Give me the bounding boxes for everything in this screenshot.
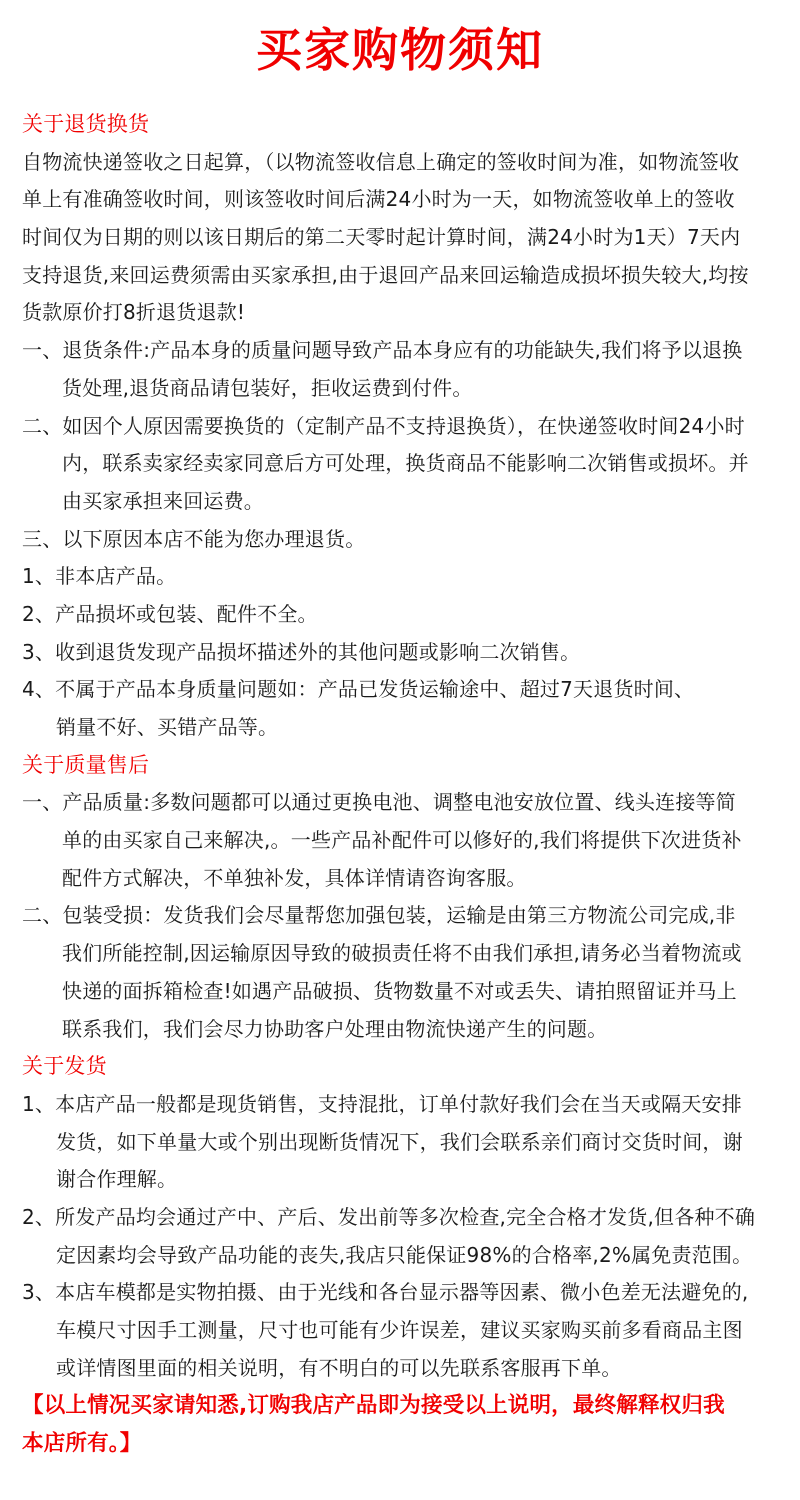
notice-line: 单上有准确签收时间，则该签收时间后满24小时为一天，如物流签收单上的签收: [22, 187, 735, 212]
notice-line: 或详情图里面的相关说明，有不明白的可以先联系客服再下单。: [56, 1355, 622, 1380]
notice-line: 三、以下原因本店不能为您办理退货。: [22, 526, 366, 551]
section-heading: 关于质量售后: [22, 752, 150, 777]
notice-line: 发货，如下单量大或个别出现断货情况下，我们会联系亲们商讨交货时间，谢: [56, 1129, 743, 1154]
notice-line: 销量不好、买错产品等。: [56, 715, 279, 739]
notice-line: 二、如因个人原因需要换货的（定制产品不支持退换货），在快递签收时间24小时: [22, 413, 745, 438]
notice-line: 联系我们，我们会尽力协助客户处理由物流快递产生的问题。: [62, 1016, 608, 1041]
notice-line: 自物流快递签收之日起算，（以物流签收信息上确定的签收时间为准，如物流签收: [22, 149, 740, 174]
notice-line: 货处理,退货商品请包装好，拒收运费到付件。: [62, 375, 473, 400]
section-heading: 关于退货换货: [22, 112, 150, 136]
final-note-line: 【以上情况买家请知悉,订购我店产品即为接受以上说明，最终解释权归我: [22, 1393, 725, 1419]
notice-line: 二、包装受损：发货我们会尽量帮您加强包装，运输是由第三方物流公司完成,非: [22, 903, 736, 928]
notice-line: 由买家承担来回运费。: [62, 488, 264, 513]
notice-line: 车模尺寸因手工测量，尺寸也可能有少许误差，建议买家购买前多看商品主图: [56, 1318, 743, 1342]
page-title: 买家购物须知: [256, 23, 544, 77]
notice-line: 定因素均会导致产品功能的丧失,我店只能保证98%的合格率,2%属免责范围。: [56, 1242, 753, 1267]
notice-line: 一、退货条件:产品本身的质量问题导致产品本身应有的功能缺失,我们将予以退换: [22, 338, 743, 363]
notice-line: 3、本店车模都是实物拍摄、由于光线和各台显示器等因素、微小色差无法避免的,: [22, 1280, 749, 1305]
notice-line: 时间仅为日期的则以该日期后的第二天零时起计算时间，满24小时为1天）7天内: [22, 225, 741, 250]
notice-line: 货款原价打8折退货退款!: [22, 300, 246, 325]
notice-line: 2、所发产品均会通过产中、产后、发出前等多次检查,完全合格才发货,但各种不确: [22, 1204, 756, 1229]
notice-line: 4、不属于产品本身质量问题如：产品已发货运输途中、超过7天退货时间、: [22, 677, 695, 702]
notice-line: 我们所能控制,因运输原因导致的破损责任将不由我们承担,请务必当着物流或: [62, 941, 742, 966]
notice-line: 谢合作理解。: [56, 1167, 178, 1192]
notice-line: 内，联系卖家经卖家同意后方可处理，换货商品不能影响二次销售或损坏。并: [62, 451, 749, 476]
section-heading: 关于发货: [22, 1054, 107, 1079]
notice-line: 3、收到退货发现产品损坏描述外的其他问题或影响二次销售。: [22, 639, 581, 664]
notice-line: 支持退货,来回运费须需由买家承担,由于退回产品来回运输造成损坏损失较大,均按: [22, 262, 749, 287]
notice-line: 快递的面拆箱检查!如遇产品破损、货物数量不对或丢失、请拍照留证并马上: [62, 978, 737, 1003]
notice-line: 一、产品质量:多数问题都可以通过更换电池、调整电池安放位置、线头连接等简: [22, 790, 736, 815]
notice-line: 配件方式解决，不单独补发，具体详情请咨询客服。: [62, 865, 527, 890]
notice-line: 1、非本店产品。: [22, 564, 177, 589]
notice-line: 单的由买家自己来解决,。一些产品补配件可以修好的,我们将提供下次进货补: [62, 828, 742, 853]
final-note-line: 本店所有。】: [22, 1431, 142, 1457]
notice-content: [22, 106, 792, 1463]
notice-line: 2、产品损坏或包装、配件不全。: [22, 601, 318, 626]
notice-line: 1、本店产品一般都是现货销售，支持混批，订单付款好我们会在当天或隔天安排: [22, 1091, 742, 1116]
